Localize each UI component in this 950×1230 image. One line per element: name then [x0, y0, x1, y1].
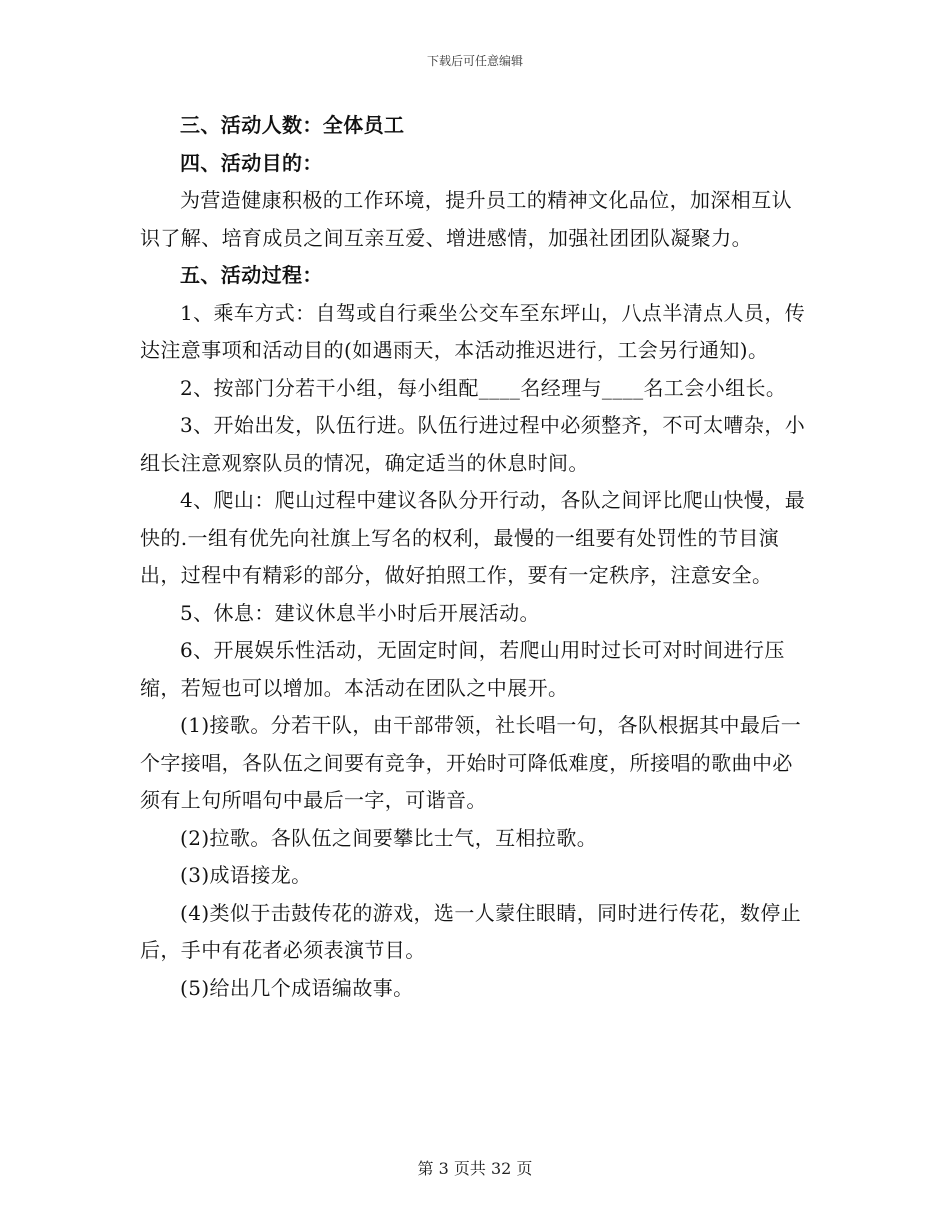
activity-sub-item-2: (2)拉歌。各队伍之间要攀比士气，互相拉歌。 — [180, 825, 598, 850]
page-header: 下载后可任意编辑 — [426, 54, 523, 68]
activity-sub-item-1: (1)接歌。分若干队，由干部带领，社长唱一句，各队根据其中最后一个字接唱，各队伍之间要有竞争，开始时可降低难度，所接唱的歌曲中必须有上句所唱句中最后一字，可谐音。 — [140, 713, 802, 812]
process-item-1: 1、乘车方式：自驾或自行乘坐公交车至东坪山，八点半清点人员，传达注意事项和活动目的(如遇雨天，本活动推迟进行，工会另行通知)。 — [140, 300, 806, 362]
process-item-6: 6、开展娱乐性活动，无固定时间，若爬山用时过长可对时间进行压缩，若短也可以增加。本活动在团队之中展开。 — [140, 638, 785, 700]
page-footer: 第 3 页共 32 页 — [417, 1159, 533, 1178]
process-item-3: 3、开始出发，队伍行进。队伍行进过程中必须整齐，不可太嘈杂，小组长注意观察队员的情况，确定适当的休息时间。 — [140, 413, 806, 475]
process-item-4: 4、爬山：爬山过程中建议各队分开行动，各队之间评比爬山快慢，最快的.一组有优先向社旗上写名的权利，最慢的一组要有处罚性的节目演出，过程中有精彩的部分，做好拍照工作，要有一定秩序，注意安全。 — [140, 488, 806, 587]
activity-sub-item-5: (5)给出几个成语编故事。 — [180, 975, 414, 1000]
process-item-2: 2、按部门分若干小组，每小组配____名经理与____名工会小组长。 — [180, 375, 787, 400]
activity-sub-item-4: (4)类似于击鼓传花的游戏，选一人蒙住眼睛，同时进行传花，数停止后，手中有花者必须表演节目。 — [140, 900, 802, 962]
section-heading-process: 五、活动过程： — [180, 263, 323, 287]
section-heading-purpose: 四、活动目的： — [180, 150, 323, 175]
section-heading-participants: 三、活动人数：全体员工 — [180, 113, 405, 137]
process-item-5: 5、休息：建议休息半小时后开展活动。 — [180, 600, 540, 625]
purpose-paragraph: 为营造健康积极的工作环境，提升员工的精神文化品位，加深相互认识了解、培育成员之间互亲互爱、增进感情，加强社团团队凝聚力。 — [140, 188, 792, 250]
document-body — [140, 107, 812, 1007]
activity-sub-item-3: (3)成语接龙。 — [180, 863, 312, 887]
